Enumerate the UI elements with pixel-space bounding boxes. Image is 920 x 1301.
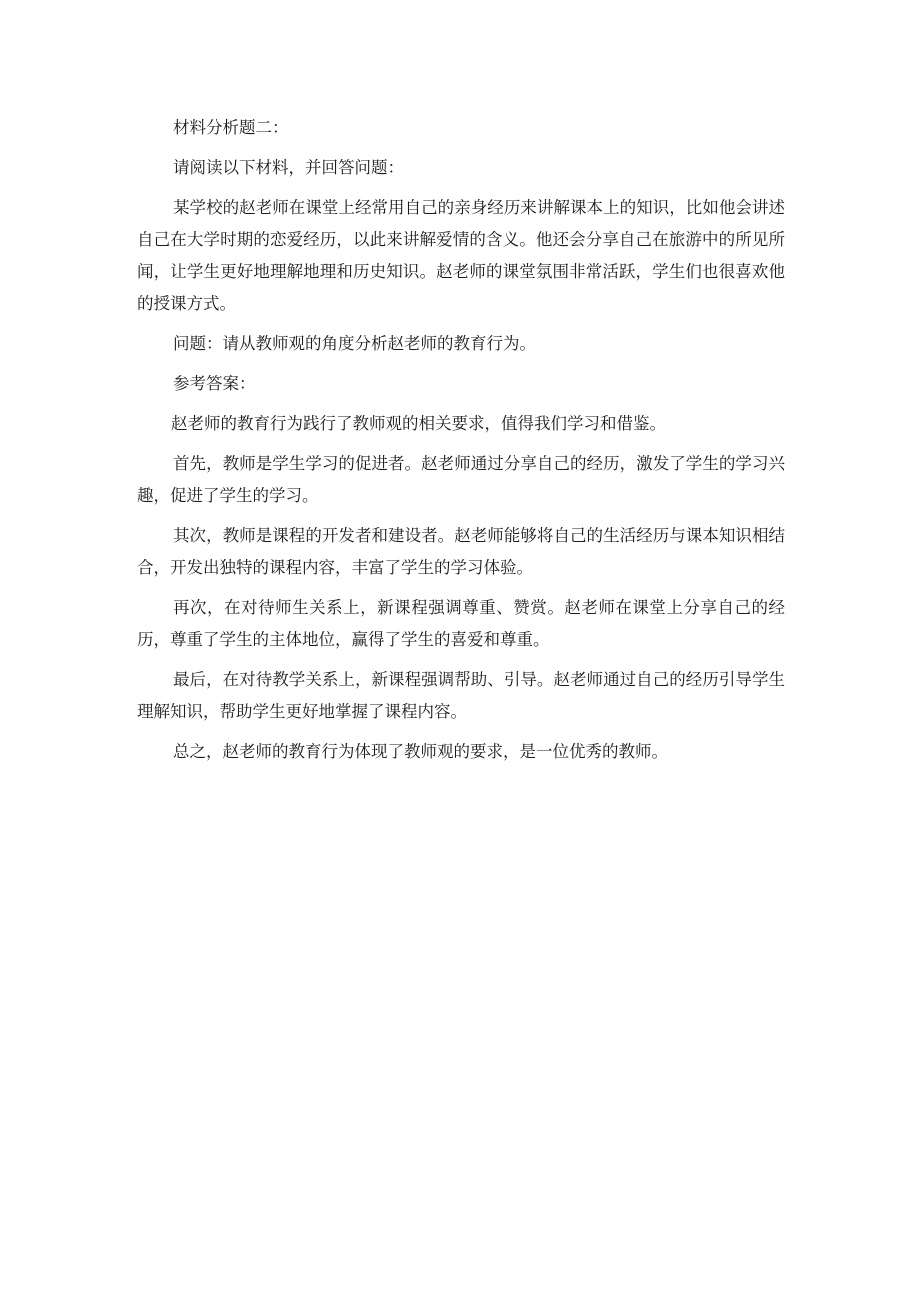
answer-intro: 赵老师的教育行为践行了教师观的相关要求，值得我们学习和借鉴。 (171, 414, 666, 433)
instruction-text: 请阅读以下材料，并回答问题： (173, 158, 404, 177)
answer-conclusion: 总之，赵老师的教育行为体现了教师观的要求，是一位优秀的教师。 (173, 742, 668, 761)
answer-point-1: 首先，教师是学生学习的促进者。赵老师通过分享自己的经历，激发了学生的学习兴趣，促进了学生的学习。 (137, 454, 785, 505)
answer-point-3: 再次，在对待师生关系上，新课程强调尊重、赞赏。赵老师在课堂上分享自己的经历，尊重了学生的主体地位，赢得了学生的喜爱和尊重。 (137, 598, 785, 649)
material-paragraph: 某学校的赵老师在课堂上经常用自己的亲身经历来讲解课本上的知识，比如他会讲述自己在大学时期的恋爱经历，以此来讲解爱情的含义。他还会分享自己在旅游中的所见所闻，让学生更好地理解地理和历史知识。赵老师的课堂氛围非常活跃，学生们也很喜欢他的授课方式。 (137, 198, 785, 313)
question-text: 问题：请从教师观的角度分析赵老师的教育行为。 (173, 334, 536, 353)
answer-point-4: 最后，在对待教学关系上，新课程强调帮助、引导。赵老师通过自己的经历引导学生理解知识，帮助学生更好地掌握了课程内容。 (137, 670, 785, 721)
answer-label: 参考答案： (173, 374, 256, 393)
section-heading: 材料分析题二： (173, 118, 289, 137)
document-page (137, 112, 785, 776)
answer-point-2: 其次，教师是课程的开发者和建设者。赵老师能够将自己的生活经历与课本知识相结合，开发出独特的课程内容，丰富了学生的学习体验。 (137, 526, 785, 577)
